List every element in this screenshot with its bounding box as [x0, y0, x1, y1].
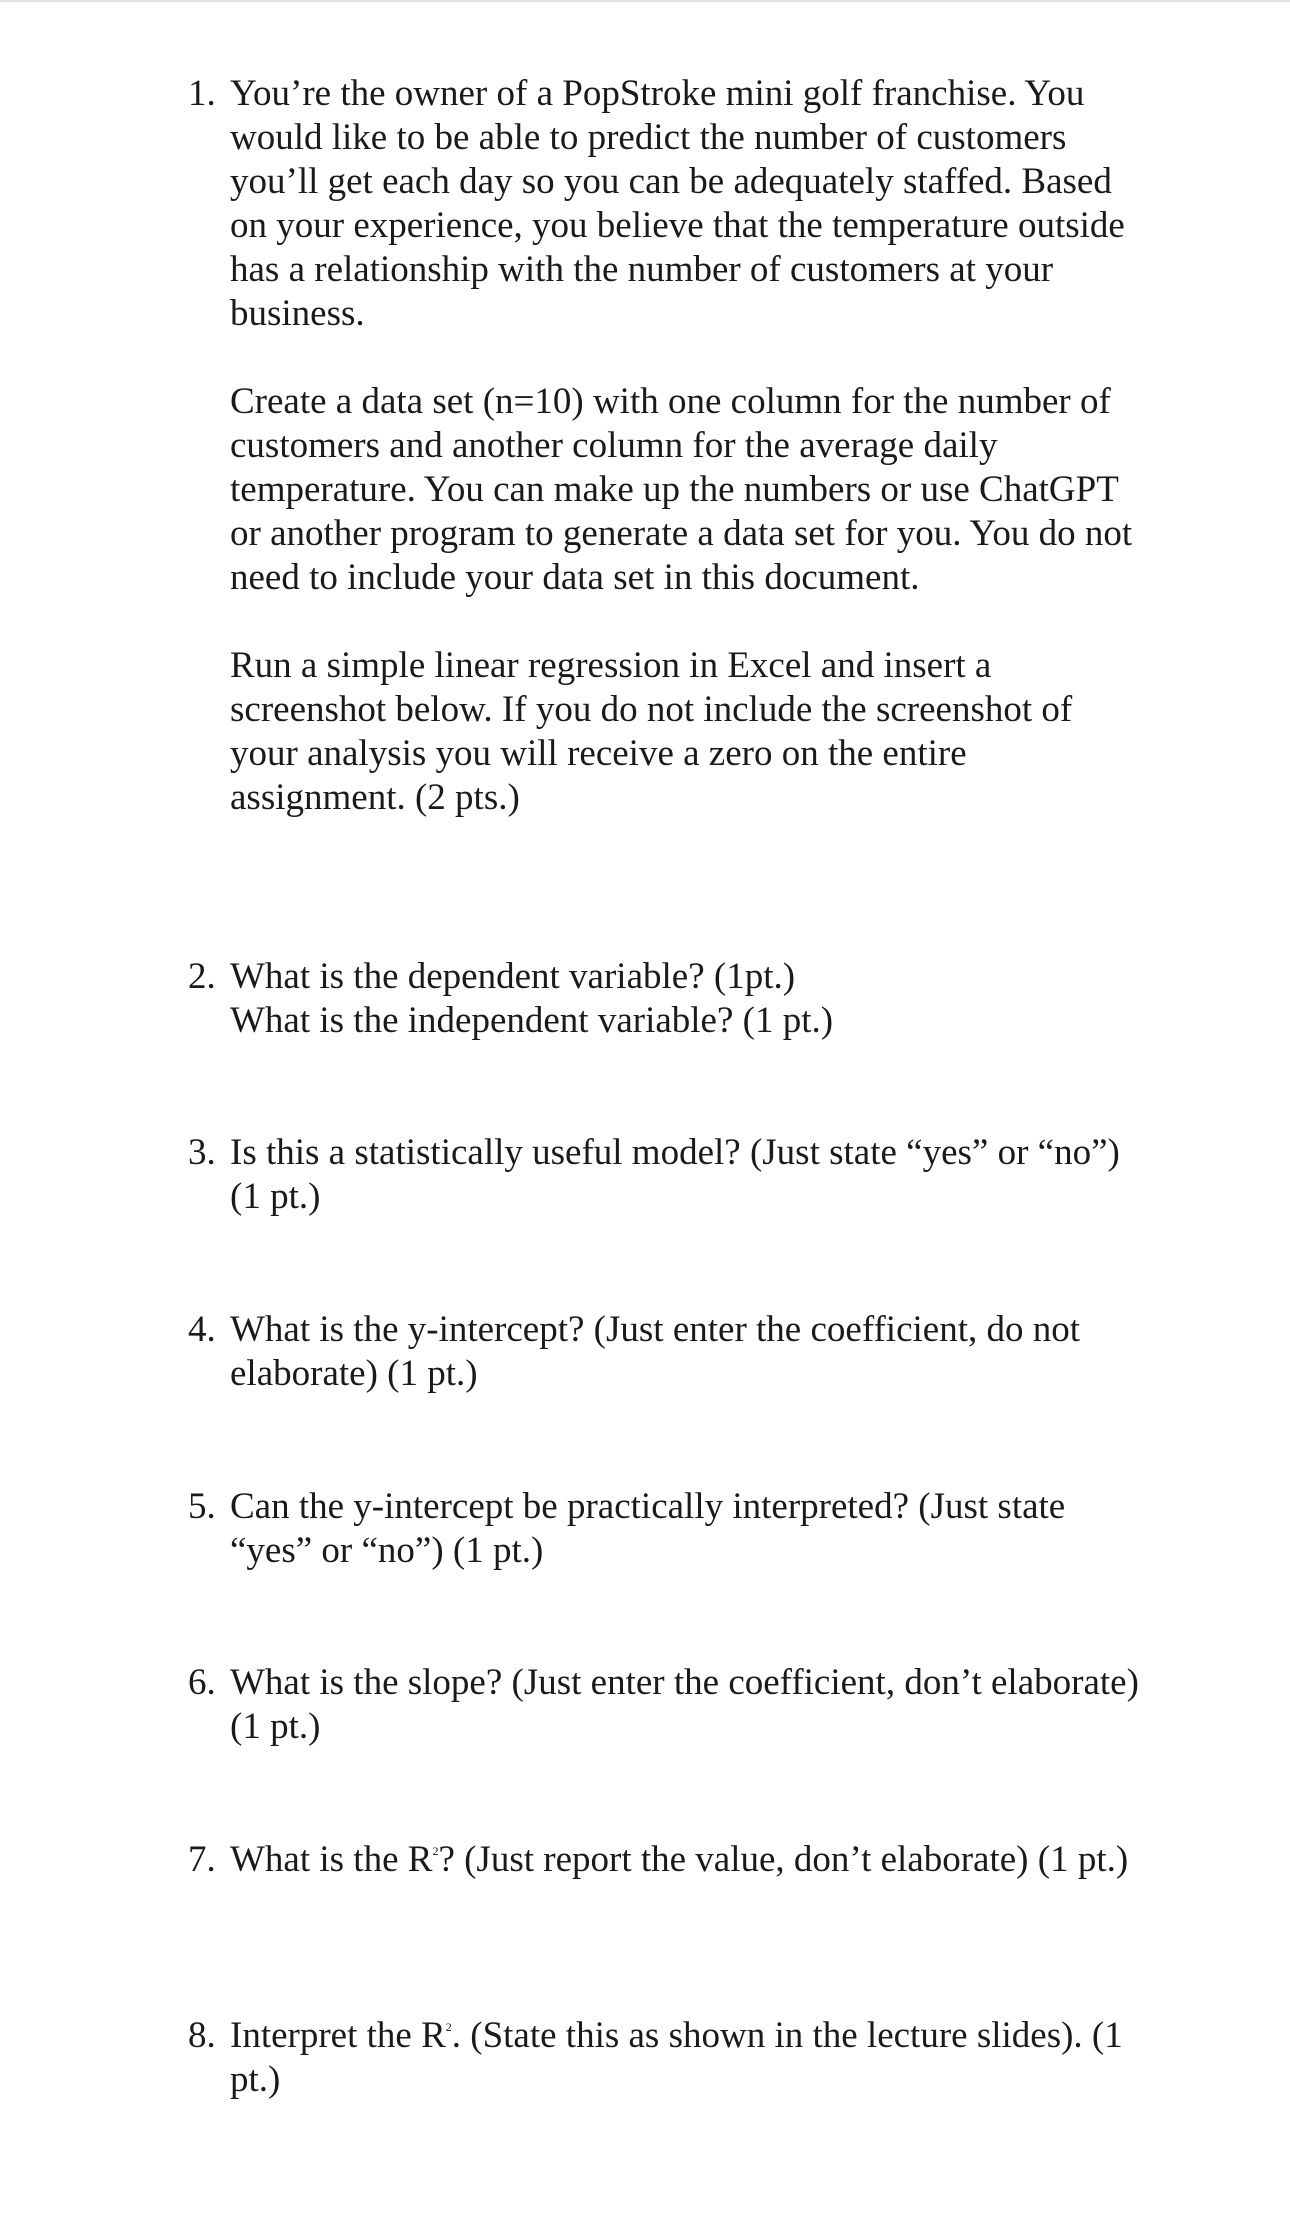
question-5 — [188, 1485, 1148, 1573]
question-body — [230, 72, 1148, 820]
question-6 — [188, 1661, 1148, 1749]
question-8 — [188, 2014, 1148, 2102]
question-7-text-end: ? (Just report the value, don’t elaborate) (1 pt.) — [438, 1839, 1129, 1880]
question-1-paragraph-2: Create a data set (n=10) with one column for the number of customers and another column for the average daily temperature. You can make up the numbers or use ChatGPT or another program to generate a data set for you. You do not need to include your data set in this document. — [230, 381, 1133, 598]
question-body — [230, 955, 1148, 1043]
question-number: 1. — [188, 73, 216, 114]
question-7-text-start: What is the R — [230, 1839, 433, 1880]
question-2 — [188, 955, 1148, 1043]
question-body: Can the y-intercept be practically interpreted? (Just state “yes” or “no”) (1 pt.) — [230, 1486, 1066, 1571]
question-1-paragraph-1: You’re the owner of a PopStroke mini golf franchise. You would like to be able to predict the number of customers you’ll get each day so you can be adequately staffed. Based on your experience, you believe that the temperature outside has a relationship with the number of customers at your business. — [230, 73, 1125, 334]
question-number: 6. — [188, 1662, 216, 1703]
question-2-line-1: What is the dependent variable? (1pt.) — [230, 956, 796, 997]
question-number: 3. — [188, 1132, 216, 1173]
superscript-2: 2 — [432, 1844, 439, 1858]
question-body — [230, 1838, 1148, 1882]
question-7 — [188, 1838, 1148, 1882]
question-number: 2. — [188, 956, 216, 997]
question-8-text-start: Interpret the R — [230, 2015, 446, 2056]
question-4 — [188, 1308, 1148, 1396]
question-body — [230, 2014, 1148, 2102]
question-body: What is the y-intercept? (Just enter the coefficient, do not elaborate) (1 pt.) — [230, 1309, 1081, 1394]
question-body: Is this a statistically useful model? (Just state “yes” or “no”) (1 pt.) — [230, 1132, 1120, 1217]
question-3 — [188, 1131, 1148, 1219]
question-1-paragraph-3: Run a simple linear regression in Excel and insert a screenshot below. If you do not include the screenshot of your analysis you will receive a zero on the entire assignment. (2 pts.) — [230, 645, 1073, 818]
question-8-text-end: . (State this as shown in the lecture slides). (1 pt.) — [230, 2015, 1123, 2100]
question-1 — [188, 72, 1148, 820]
question-number: 5. — [188, 1486, 216, 1527]
question-2-line-2: What is the independent variable? (1 pt.) — [230, 1000, 834, 1041]
question-body: What is the slope? (Just enter the coefficient, don’t elaborate) (1 pt.) — [230, 1662, 1139, 1747]
superscript-2: 2 — [445, 2020, 452, 2034]
question-number: 7. — [188, 1839, 216, 1880]
question-number: 4. — [188, 1309, 216, 1350]
question-number: 8. — [188, 2015, 216, 2056]
